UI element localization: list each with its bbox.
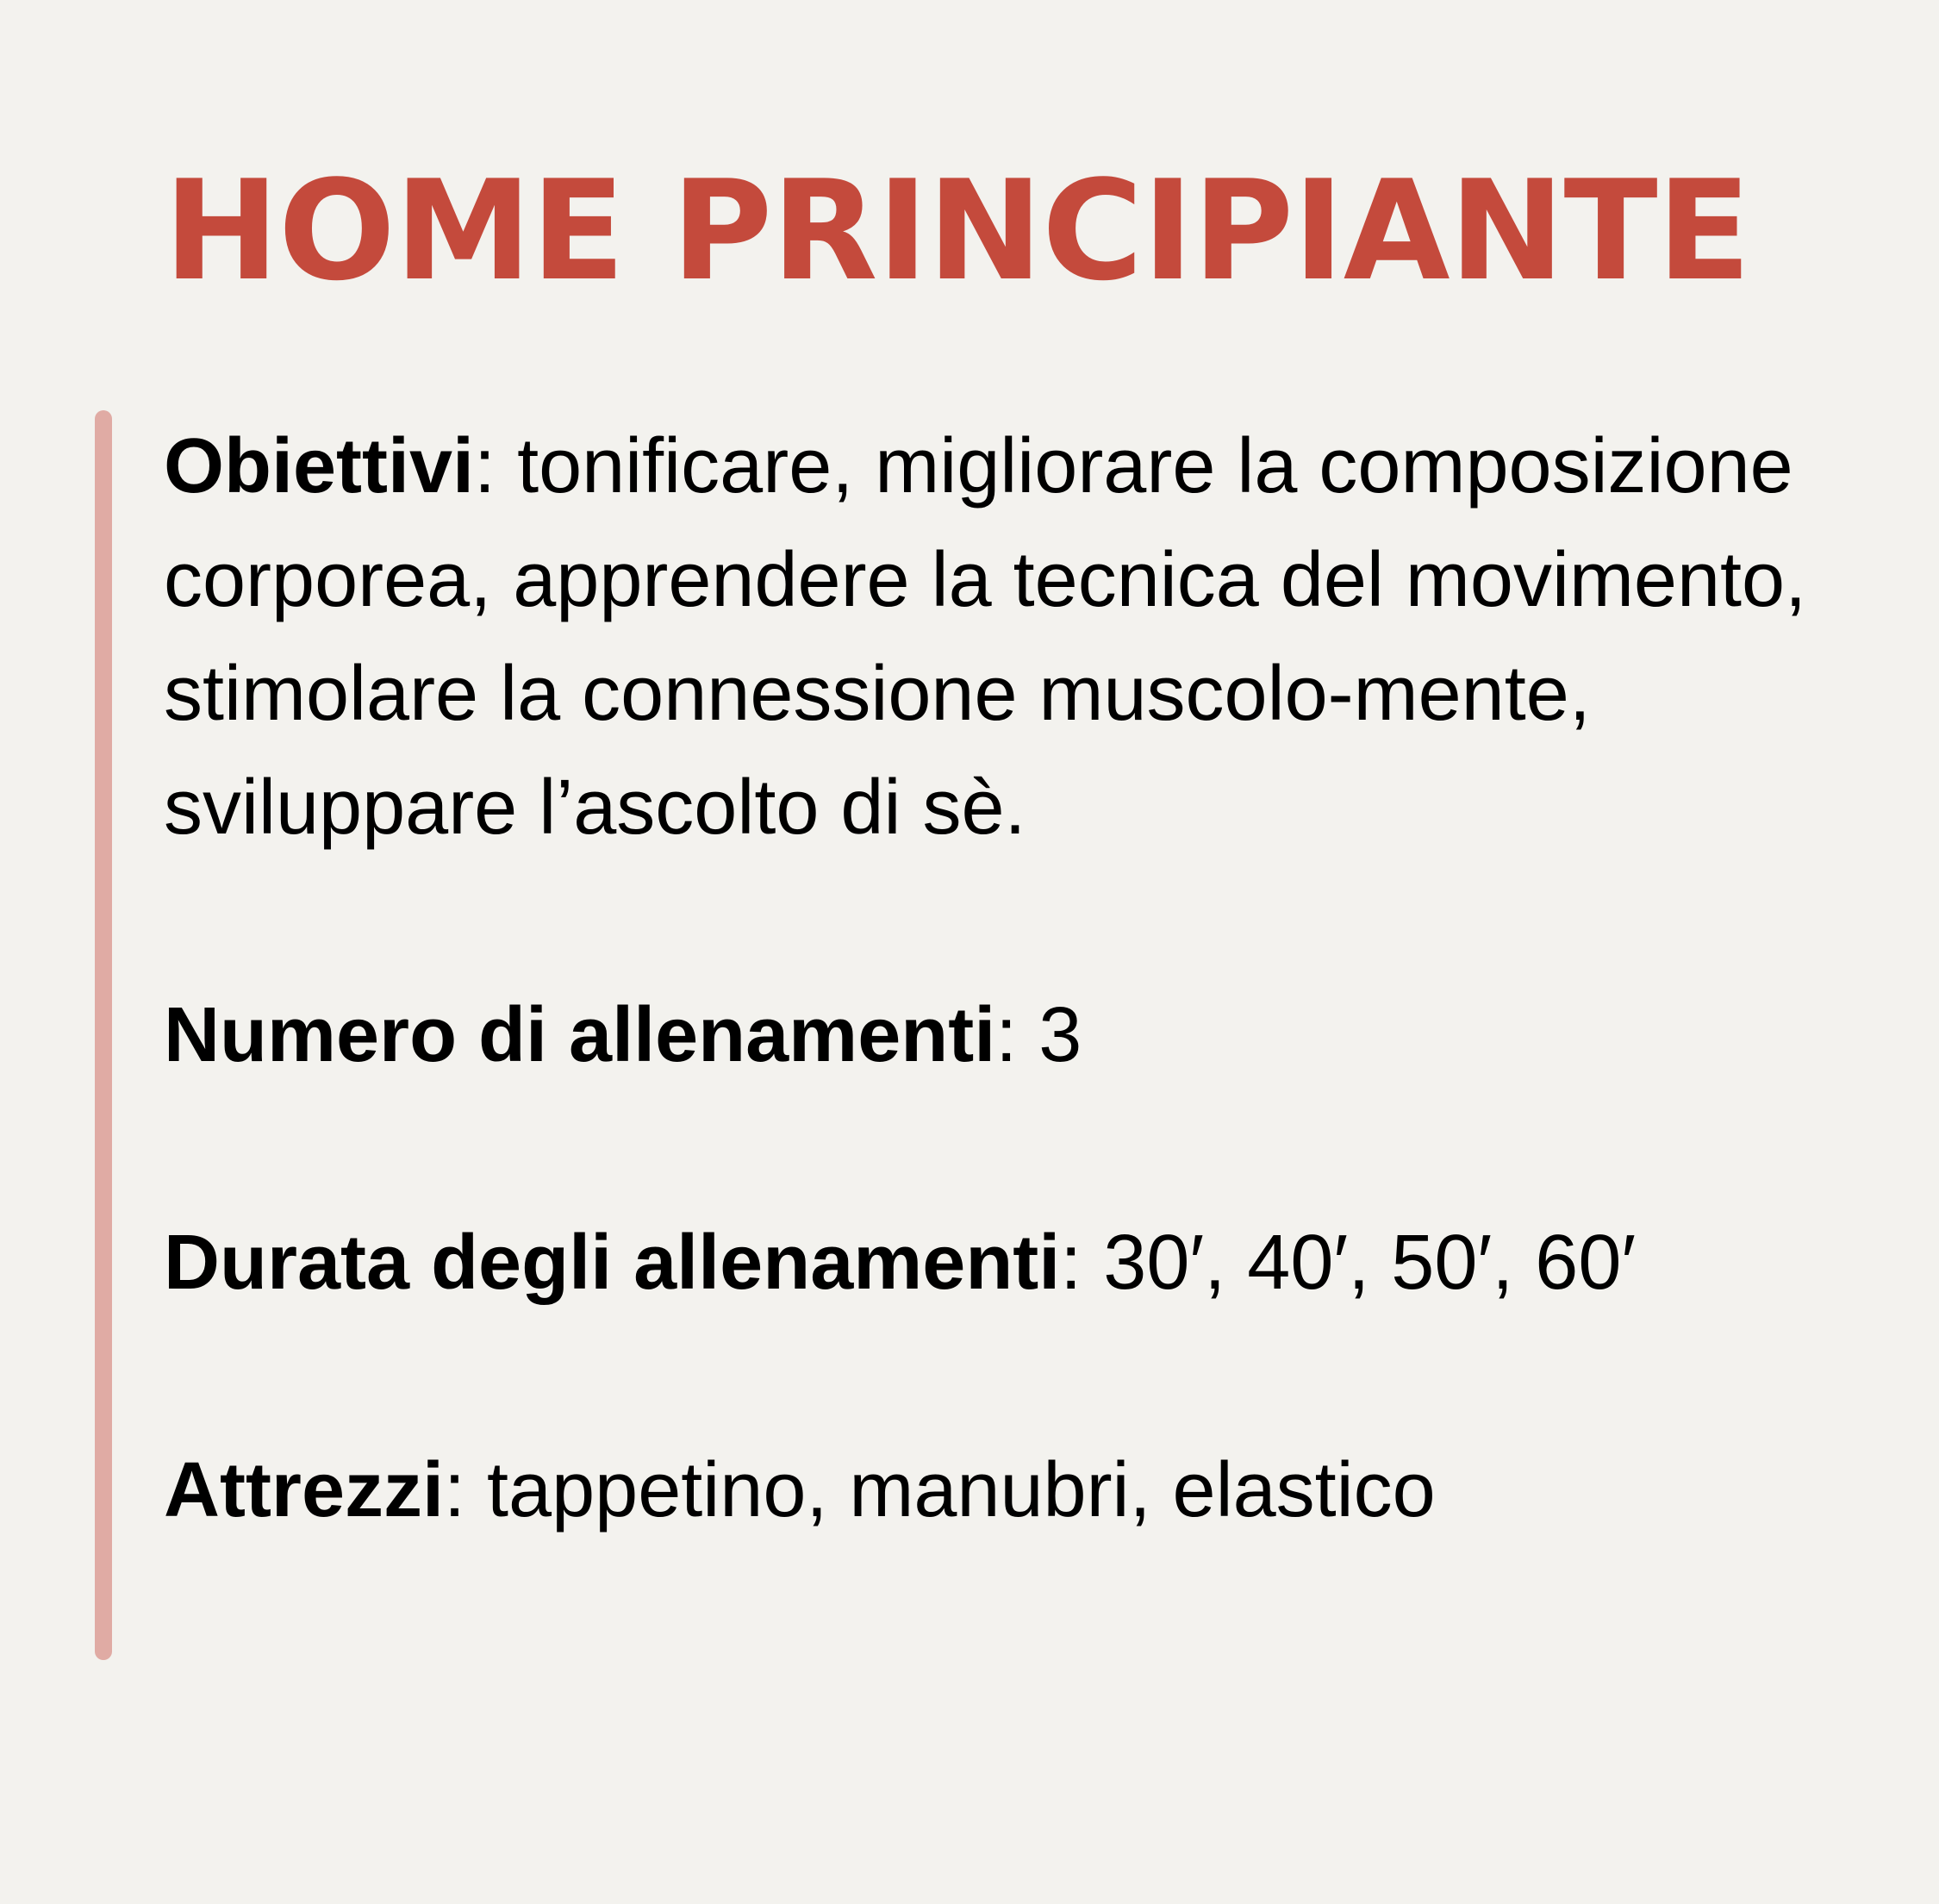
workout-duration-block [164,1206,1896,1320]
workout-count-block [164,978,1896,1092]
workout-duration-label: Durata degli allenamenti [164,1220,1061,1306]
objectives-label: Obiettivi [164,423,475,509]
details-list [164,409,1896,1547]
equipment-value: tappetino, manubri, elastico [465,1447,1436,1533]
workout-duration-separator: : [1060,1220,1082,1306]
objectives-separator: : [474,423,496,509]
objectives-value: tonificare, migliorare la composizione corporea, apprendere la tecnica del movimento, stimolare la connessione muscolo-mente, sviluppare l’ascolto di sè. [164,423,1807,851]
workout-count-value: 3 [1017,992,1082,1078]
page-title: HOME PRINCIPIANTE [164,150,1750,311]
workout-duration-value: 30′, 40′, 50′, 60′ [1082,1220,1637,1306]
workout-count-separator: : [995,992,1018,1078]
equipment-block [164,1433,1896,1547]
equipment-label: Attrezzi [164,1447,445,1533]
workout-count-label: Numero di allenamenti [164,992,996,1078]
accent-bar [95,410,112,1660]
objectives-block [164,409,1896,865]
equipment-separator: : [444,1447,466,1533]
